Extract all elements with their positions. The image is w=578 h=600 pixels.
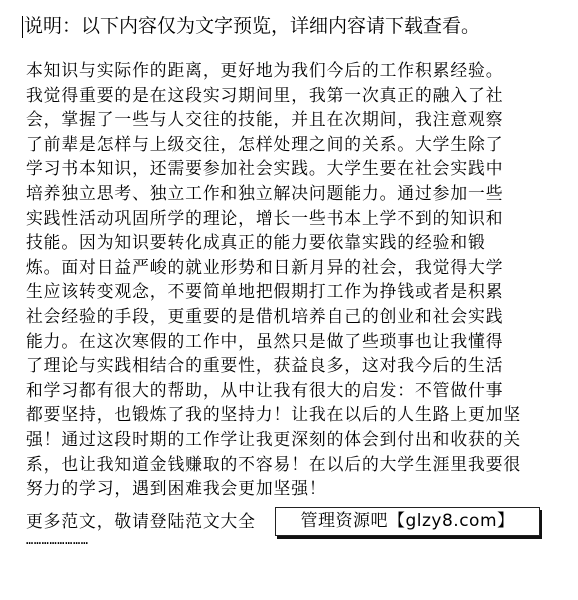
body-line: 社会经验的手段，更重要的是借机培养自己的创业和社会实践 bbox=[26, 305, 504, 326]
body-line: 强！通过这段时期的工作学让我更深刻的体会到付出和收获的关 bbox=[26, 428, 522, 449]
body-line: 实践性活动巩固所学的理论，增长一些书本上学不到的知识和 bbox=[26, 207, 504, 228]
body-line: 能力。在这次寒假的工作中，虽然只是做了些琐事也让我懂得 bbox=[26, 330, 504, 351]
watermark-badge: 管理资源吧【glzy8.com】 bbox=[275, 507, 540, 536]
body-line: 了理论与实践相结合的重要性，获益良多，这对我今后的生活 bbox=[26, 355, 504, 376]
body-line: 培养独立思考、独立工作和独立解决问题能力。通过参加一些 bbox=[26, 182, 504, 203]
body-line: 系，也让我知道金钱赚取的不容易！在以后的大学生涯里我要很 bbox=[26, 453, 522, 474]
text-cursor bbox=[22, 16, 23, 38]
body-line: 技能。因为知识要转化成真正的能力要依靠实践的经验和锻 bbox=[26, 232, 486, 253]
body-line: 会，掌握了一些与人交往的技能，并且在次期间，我注意观察 bbox=[26, 109, 504, 130]
body-line: 都要坚持，也锻炼了我的坚持力！让我在以后的人生路上更加坚 bbox=[26, 404, 522, 425]
body-line: 本知识与实际作的距离，更好地为我们今后的工作积累经验。 bbox=[26, 60, 504, 80]
document-body bbox=[26, 58, 550, 501]
preview-notice: 说明：以下内容仅为文字预览，详细内容请下载查看。 bbox=[24, 15, 481, 37]
body-line: 了前辈是怎样与上级交往，怎样处理之间的关系。大学生除了 bbox=[26, 133, 504, 154]
dotted-leader: …………………… bbox=[26, 533, 89, 547]
body-line: 努力的学习，遇到困难我会更加坚强！ bbox=[26, 478, 327, 499]
body-line: 我觉得重要的是在这段实习期间里，我第一次真正的融入了社 bbox=[26, 84, 504, 105]
more-articles-text: 更多范文，敬请登陆范文大全 bbox=[26, 511, 256, 531]
body-line: 生应该转变观念，不要简单地把假期打工作为挣钱或者是积累 bbox=[26, 281, 504, 302]
body-line: 和学习都有很大的帮助，从中让我有很大的启发：不管做什事 bbox=[26, 379, 504, 400]
body-line: 炼。面对日益严峻的就业形势和日新月异的社会，我觉得大学 bbox=[26, 256, 504, 277]
body-line: 学习书本知识，还需要参加社会实践。大学生要在社会实践中 bbox=[26, 158, 504, 179]
